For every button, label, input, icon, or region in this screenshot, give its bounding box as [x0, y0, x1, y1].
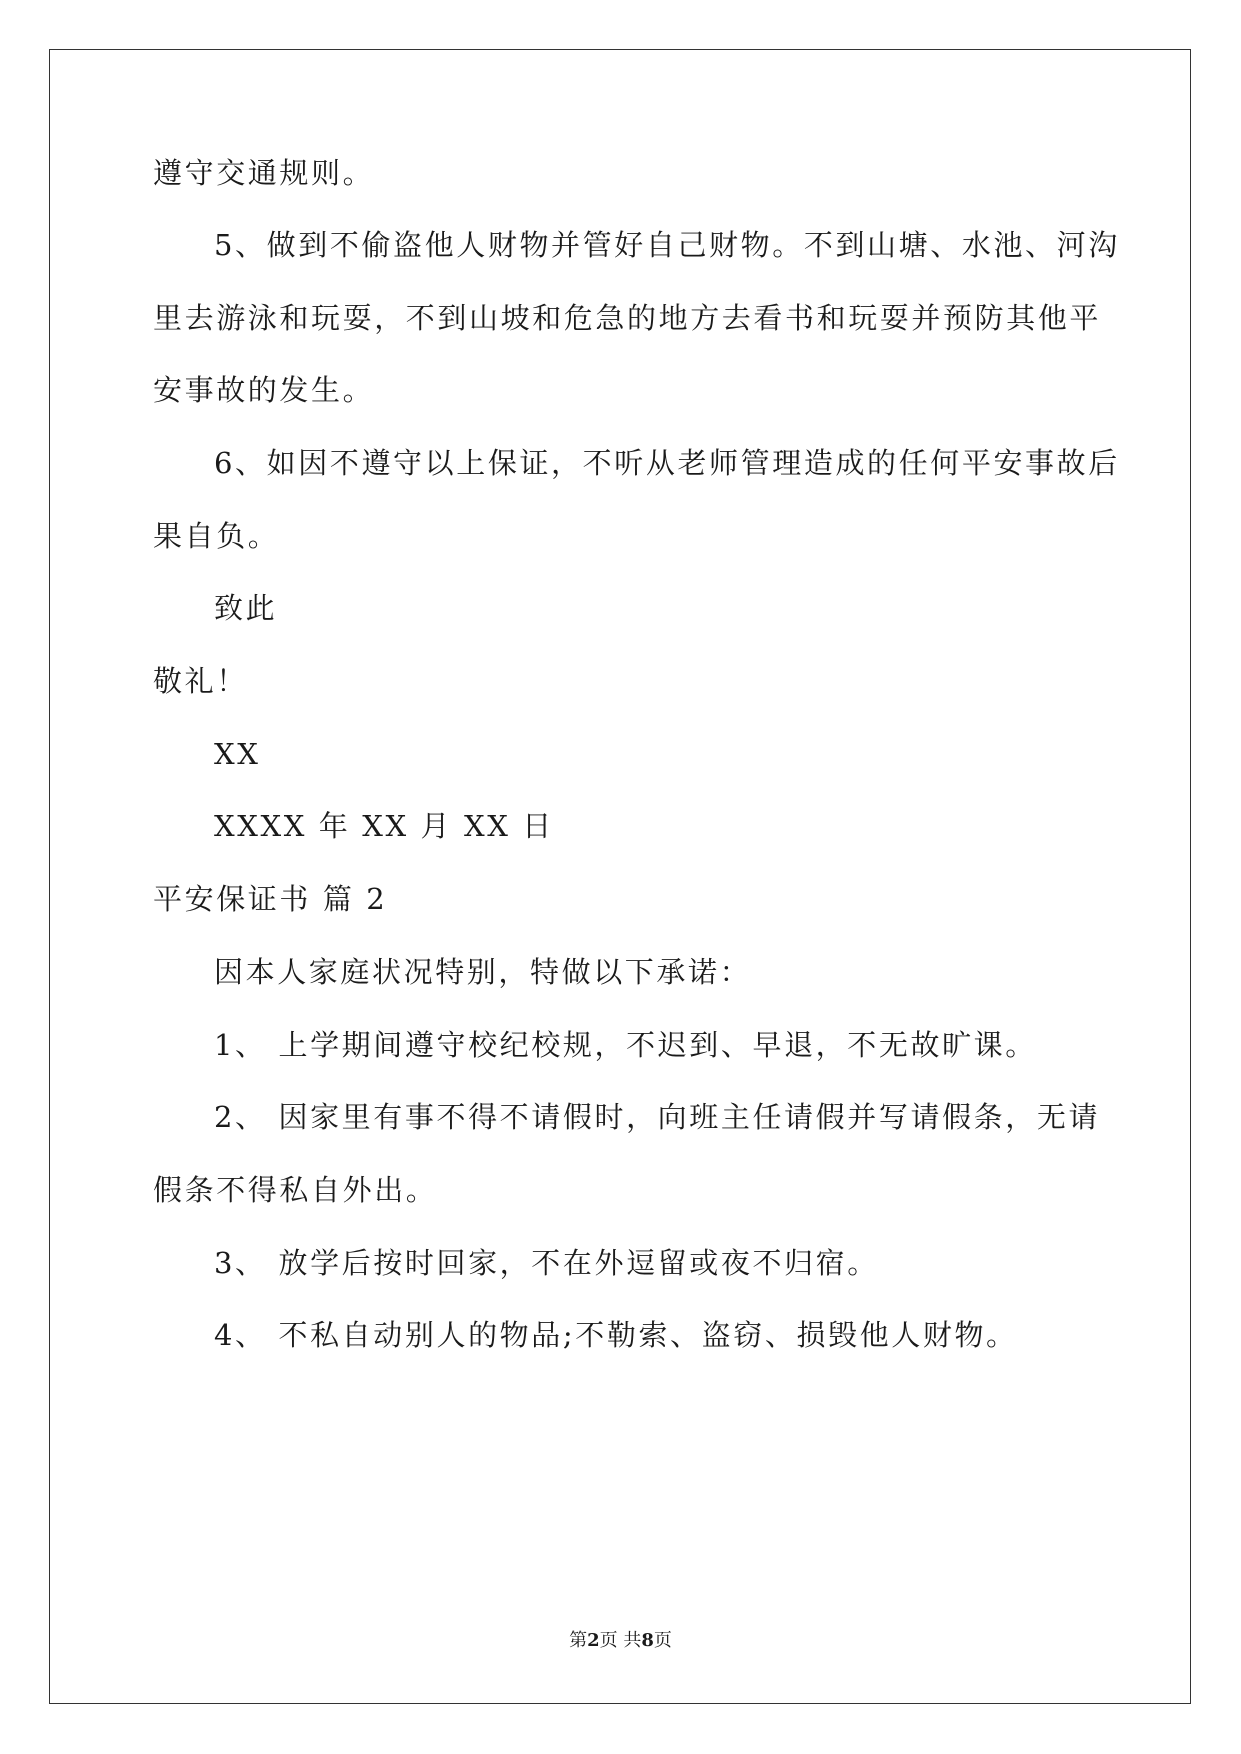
item-5-line: 5、做到不偷盗他人财物并管好自己财物。不到山塘、水池、河沟: [214, 228, 1120, 262]
page-footer: [0, 1630, 1241, 1652]
item-1-line: 1、 上学期间遵守校纪校规，不迟到、早退，不无故旷课。: [214, 1028, 1037, 1062]
body-line: 安事故的发生。: [153, 373, 375, 407]
body-line: 里去游泳和玩耍，不到山坡和危急的地方去看书和玩耍并预防其他平: [153, 301, 1102, 335]
body-line: 果自负。: [153, 519, 280, 553]
page-border: [49, 49, 1191, 1704]
intro-line: 因本人家庭状况特别，特做以下承诺：: [214, 955, 752, 989]
body-line: 遵守交通规则。: [153, 156, 375, 190]
closing-regards: 敬礼！: [153, 664, 248, 698]
item-4-line: 4、 不私自动别人的物品;不勒索、盗窃、损毁他人财物。: [214, 1318, 1018, 1352]
footer-prefix: 第: [569, 1630, 588, 1651]
signature-date: XXXX 年 XX 月 XX 日: [214, 809, 554, 843]
footer-mid: 页 共: [599, 1630, 642, 1651]
footer-suffix: 页: [653, 1630, 672, 1651]
item-3-line: 3、 放学后按时回家，不在外逗留或夜不归宿。: [214, 1246, 879, 1280]
closing-salutation: 致此: [214, 591, 278, 625]
body-line: 假条不得私自外出。: [153, 1173, 438, 1207]
section-title: 平安保证书 篇 2: [153, 882, 388, 916]
item-2-line: 2、 因家里有事不得不请假时，向班主任请假并写请假条，无请: [214, 1100, 1101, 1134]
total-page-number: 8: [641, 1630, 654, 1651]
signature-name: XX: [214, 737, 261, 771]
current-page-number: 2: [587, 1630, 600, 1651]
item-6-line: 6、如因不遵守以上保证，不听从老师管理造成的任何平安事故后: [214, 446, 1120, 480]
